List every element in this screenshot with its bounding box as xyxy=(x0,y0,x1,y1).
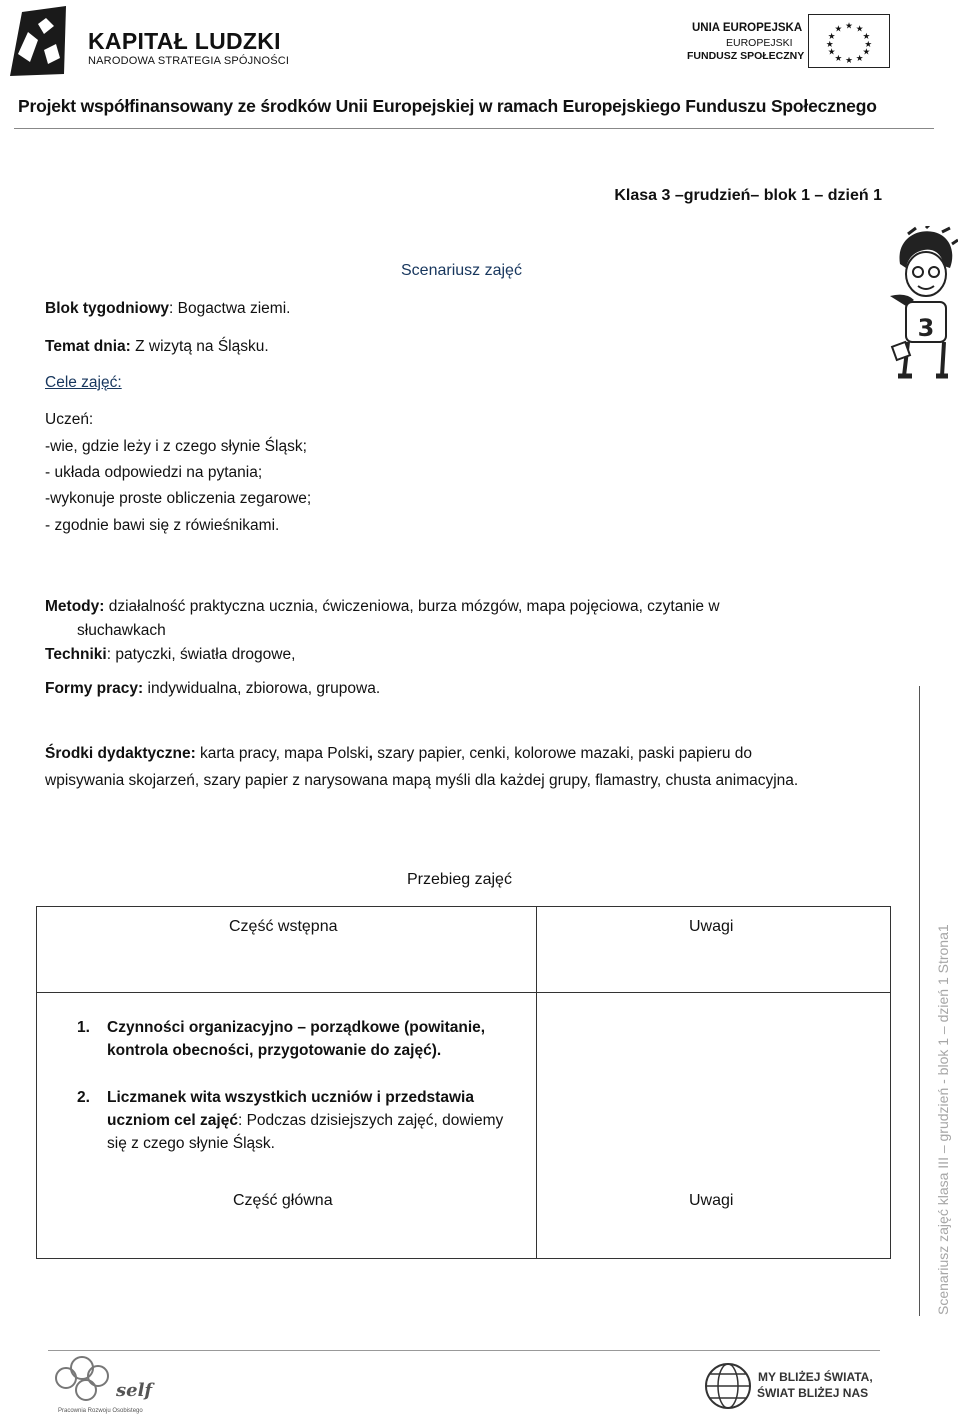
cele-zajec-heading: Cele zajęć: xyxy=(45,374,122,391)
svg-text:★: ★ xyxy=(845,21,853,32)
svg-text:★: ★ xyxy=(825,39,834,50)
svg-text:★: ★ xyxy=(864,39,873,50)
notes-header: Uwagi xyxy=(689,918,734,935)
metody-continuation: słuchawkach xyxy=(77,622,166,639)
header-divider xyxy=(14,128,934,129)
class-title: Klasa 3 –grudzień– blok 1 – dzień 1 xyxy=(614,187,882,204)
part1-header: Część wstępna xyxy=(229,918,338,935)
eu-line-1: UNIA EUROPEJSKA xyxy=(692,22,803,34)
footer-left-subtitle: Pracownia Rozwoju Osobistego xyxy=(58,1408,143,1414)
goal-item: - zgodnie bawi się z rówieśnikami. xyxy=(45,517,280,534)
svg-text:★: ★ xyxy=(855,24,864,35)
svg-text:★: ★ xyxy=(827,32,836,43)
part2-header: Część główna xyxy=(233,1192,333,1209)
srodki-dydaktyczne: Środki dydaktyczne: karta pracy, mapa Polski, szary papier, cenki, kolorowe mazaki, paski papieru do wpisywania skojarzeń, szary papier z narysowana mapą myśli dla każdej grupy, flamastry, chusta animacyjna. xyxy=(45,745,799,789)
footer-slogan-1: MY BLIŻEJ ŚWIATA, xyxy=(758,1370,873,1384)
eu-line-3: FUNDUSZ SPOŁECZNY xyxy=(687,50,805,62)
globe-logo-icon xyxy=(702,1352,754,1418)
self-logo-text: self xyxy=(116,1380,153,1401)
metody-line: Metody: działalność praktyczna ucznia, ćwiczeniowa, burza mózgów, mapa pojęciowa, czytanie w xyxy=(45,598,720,615)
eu-line-2: EUROPEJSKI xyxy=(726,37,793,49)
self-logo-icon xyxy=(52,1352,162,1408)
footer-divider xyxy=(48,1350,880,1351)
svg-text:★: ★ xyxy=(855,54,864,65)
kapital-ludzki-subtitle: NARODOWA STRATEGIA SPÓJNOŚCI xyxy=(88,55,290,67)
techniki-line: Techniki: patyczki, światła drogowe, xyxy=(45,646,296,663)
mascot-icon xyxy=(886,226,958,386)
svg-text:★: ★ xyxy=(834,24,843,35)
footer-slogan-2: ŚWIAT BLIŻEJ NAS xyxy=(757,1386,869,1400)
step-item: 1. Czynności organizacyjno – porządkowe (powitanie, kontrola obecności, przygotowanie do zajęć). xyxy=(77,1019,486,1059)
goal-item: - układa odpowiedzi na pytania; xyxy=(45,464,263,481)
goal-item: -wie, gdzie leży i z czego słynie Śląsk; xyxy=(45,438,307,455)
kapital-ludzki-title: KAPITAŁ LUDZKI xyxy=(88,28,281,54)
temat-dnia: Temat dnia: Z wizytą na Śląsku. xyxy=(45,338,269,355)
svg-text:★: ★ xyxy=(845,56,853,67)
svg-text:★: ★ xyxy=(834,54,843,65)
goal-item: -wykonuje proste obliczenia zegarowe; xyxy=(45,490,312,507)
side-page-label: Scenariusz zajęć klasa III – grudzień - blok 1 – dzień 1 Strona1 xyxy=(935,924,951,1315)
scenario-title: Scenariusz zajęć xyxy=(401,262,522,279)
mascot-number: 3 xyxy=(917,314,935,342)
svg-text:★: ★ xyxy=(827,47,836,58)
methods-block xyxy=(45,595,881,701)
przebieg-zajec-heading: Przebieg zajęć xyxy=(407,871,512,888)
eu-flag-icon xyxy=(808,14,890,68)
notes-header-2: Uwagi xyxy=(689,1192,734,1209)
kapital-ludzki-logo-icon xyxy=(8,4,70,82)
table-cell-notes-body xyxy=(536,992,891,1259)
blok-tygodniowy: Blok tygodniowy: Bogactwa ziemi. xyxy=(45,300,291,317)
project-cofinance-line: Projekt współfinansowany ze środków Unii Europejskiej w ramach Europejskiego Funduszu Społecznego xyxy=(18,96,877,116)
step-item: 2. Liczmanek wita wszystkich uczniów i przedstawia uczniom cel zajęć: Podczas dzisiejszych zajęć, dowiemy się z czego słynie Śląsk. xyxy=(77,1089,504,1152)
svg-text:★: ★ xyxy=(862,32,871,43)
formy-pracy-line: Formy pracy: indywidualna, zbiorowa, grupowa. xyxy=(45,680,381,697)
side-divider xyxy=(919,686,920,1316)
svg-text:★: ★ xyxy=(862,47,871,58)
uczen-label: Uczeń: xyxy=(45,411,94,428)
